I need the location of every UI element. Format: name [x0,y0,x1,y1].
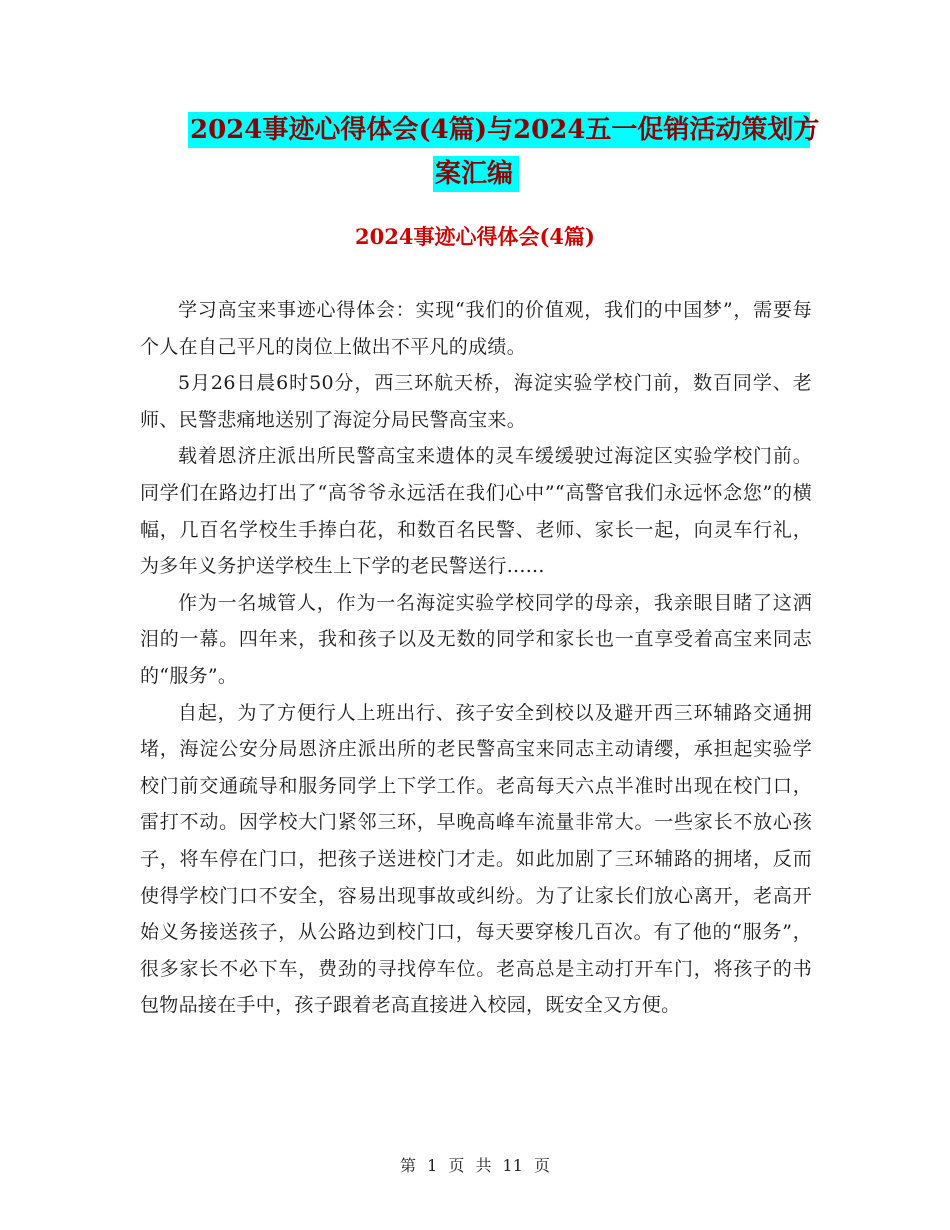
document-title-line-2: 案汇编 [433,156,519,192]
section-heading: 2024事迹心得体会(4篇) [355,224,595,249]
paragraph: 载着恩济庄派出所民警高宝来遗体的灵车缓缓驶过海淀区实验学校门前。同学们在路边打出了“高爷爷永远活在我们心中”“高警官我们永远怀念您”的横幅，几百名学校生手捧白花，和数百名民警、老师、家长一起，向灵车行礼，为多年义务护送学校生上下学的老民警送行...... [140,445,812,578]
body-text [140,292,812,1024]
paragraph: 自起，为了方便行人上班出行、孩子安全到校以及避开西三环辅路交通拥堵，海淀公安分局恩济庄派出所的老民警高宝来同志主动请缨，承担起实验学校门前交通疏导和服务同学上下学工作。老高每天六点半准时出现在校门口，雷打不动。因学校大门紧邻三环，早晚高峰车流量非常大。一些家长不放心孩子，将车停在门口，把孩子送进校门才走。如此加剧了三环辅路的拥堵，反而使得学校门口不安全，容易出现事故或纠纷。为了让家长们放心离开，老高开始义务接送孩子，从公路边到校门口，每天要穿梭几百次。有了他的“服务”，很多家长不必下车，费劲的寻找停车位。老高总是主动打开车门，将孩子的书包物品接在手中，孩子跟着老高直接进入校园，既安全又方便。 [140,701,812,1017]
document-title-line-1: 2024事迹心得体会(4篇)与2024五一促销活动策划方 [188,112,810,148]
paragraph: 5月26日晨6时50分，西三环航天桥，海淀实验学校门前，数百同学、老师、民警悲痛地送别了海淀分局民警高宝来。 [140,372,812,431]
page-footer: 第 1 页 共 11 页 [400,1156,550,1175]
paragraph: 作为一名城管人，作为一名海淀实验学校同学的母亲，我亲眼目睹了这洒泪的一幕。四年来，我和孩子以及无数的同学和家长也一直享受着高宝来同志的“服务”。 [140,591,812,687]
paragraph: 学习高宝来事迹心得体会：实现“我们的价值观，我们的中国梦”，需要每个人在自己平凡的岗位上做出不平凡的成绩。 [140,299,812,358]
